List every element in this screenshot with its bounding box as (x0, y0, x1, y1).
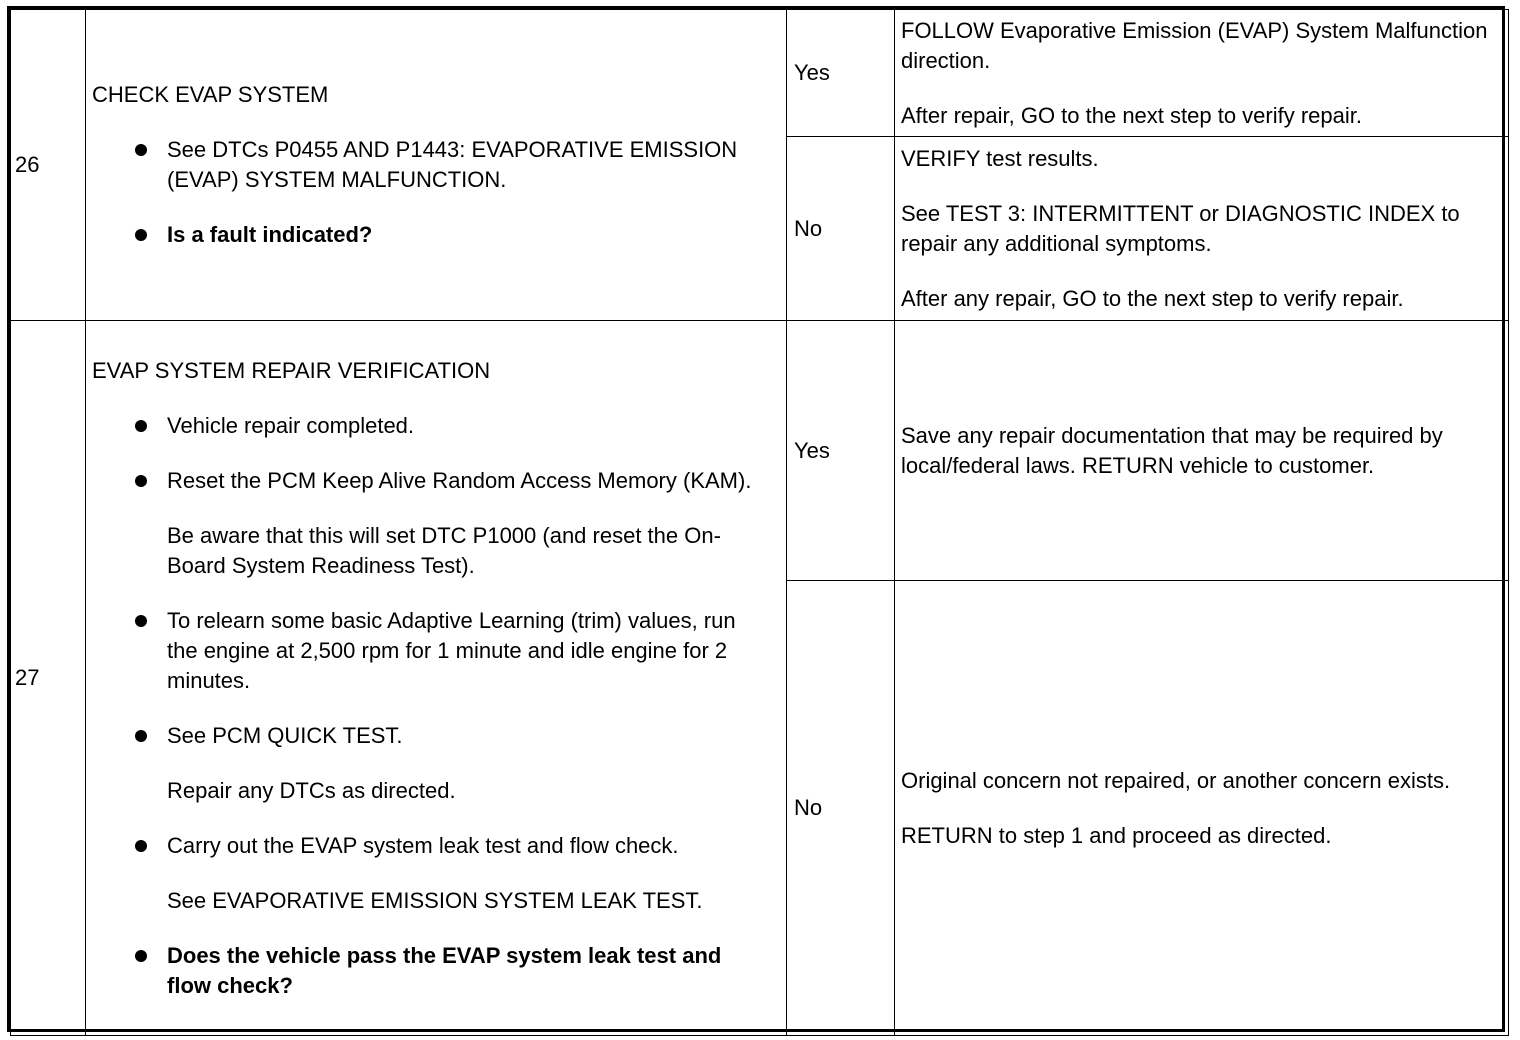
question-text: Is a fault indicated? (167, 222, 373, 247)
bullet-icon (135, 229, 147, 241)
bullet-icon (135, 840, 147, 852)
bullet-icon (135, 730, 147, 742)
step-26-bullets (92, 135, 756, 250)
action-text: Original concern not repaired, or another concern exists. (901, 767, 1451, 793)
list-item (92, 941, 756, 1001)
bullet-icon (135, 420, 147, 432)
bullet-icon (135, 950, 147, 962)
list-subitem: See EVAPORATIVE EMISSION SYSTEM LEAK TEST. (167, 887, 703, 913)
step-title: CHECK EVAP SYSTEM (92, 82, 329, 107)
list-item (92, 721, 756, 751)
result-yes-action (895, 321, 1509, 581)
result-yes-action (895, 10, 1509, 137)
list-item (92, 220, 756, 250)
step-27-yes-row (11, 321, 1509, 581)
result-no-action (895, 581, 1509, 1036)
result-yes-label: Yes (787, 10, 895, 137)
step-27-bullets (92, 411, 756, 1001)
step-26-action-cell (86, 10, 787, 321)
step-number: 27 (11, 321, 86, 1036)
list-subitem: Be aware that this will set DTC P1000 (and reset the On-Board System Readiness Test). (167, 522, 721, 578)
list-item (92, 466, 756, 496)
action-text: See TEST 3: INTERMITTENT or DIAGNOSTIC INDEX to repair any additional symptoms. (901, 200, 1460, 256)
action-text: After any repair, GO to the next step to verify repair. (901, 285, 1404, 311)
diagnostic-grid (10, 9, 1509, 1036)
diagnostic-table (7, 6, 1505, 1032)
action-text: FOLLOW Evaporative Emission (EVAP) System Malfunction direction. (901, 17, 1488, 73)
list-item (92, 831, 756, 861)
action-text: VERIFY test results. (901, 145, 1099, 171)
bullet-icon (135, 144, 147, 156)
bullet-text: See PCM QUICK TEST. (167, 722, 403, 748)
result-no-action (895, 137, 1509, 321)
list-item (92, 135, 756, 195)
bullet-icon (135, 475, 147, 487)
action-text: After repair, GO to the next step to verify repair. (901, 102, 1362, 128)
step-26-yes-row (11, 10, 1509, 137)
action-text: Save any repair documentation that may be required by local/federal laws. RETURN vehicle to customer. (901, 422, 1443, 478)
step-27-action-cell (86, 321, 787, 1036)
bullet-text: Carry out the EVAP system leak test and flow check. (167, 832, 679, 858)
question-text: Does the vehicle pass the EVAP system leak test and flow check? (167, 942, 722, 998)
bullet-text: See DTCs P0455 AND P1443: EVAPORATIVE EMISSION (EVAP) SYSTEM MALFUNCTION. (167, 137, 738, 192)
step-number: 26 (11, 10, 86, 321)
result-yes-label: Yes (787, 321, 895, 581)
list-item (92, 411, 756, 441)
list-subitem: Repair any DTCs as directed. (167, 777, 456, 803)
result-no-label: No (787, 581, 895, 1036)
result-no-label: No (787, 137, 895, 321)
action-text: RETURN to step 1 and proceed as directed. (901, 822, 1332, 848)
bullet-text: Reset the PCM Keep Alive Random Access Memory (KAM). (167, 467, 752, 493)
bullet-icon (135, 615, 147, 627)
step-title: EVAP SYSTEM REPAIR VERIFICATION (92, 357, 491, 383)
list-item (92, 606, 756, 696)
bullet-text: To relearn some basic Adaptive Learning (trim) values, run the engine at 2,500 rpm for 1 minute and idle engine for 2 minutes. (167, 607, 736, 693)
bullet-text: Vehicle repair completed. (167, 412, 415, 438)
